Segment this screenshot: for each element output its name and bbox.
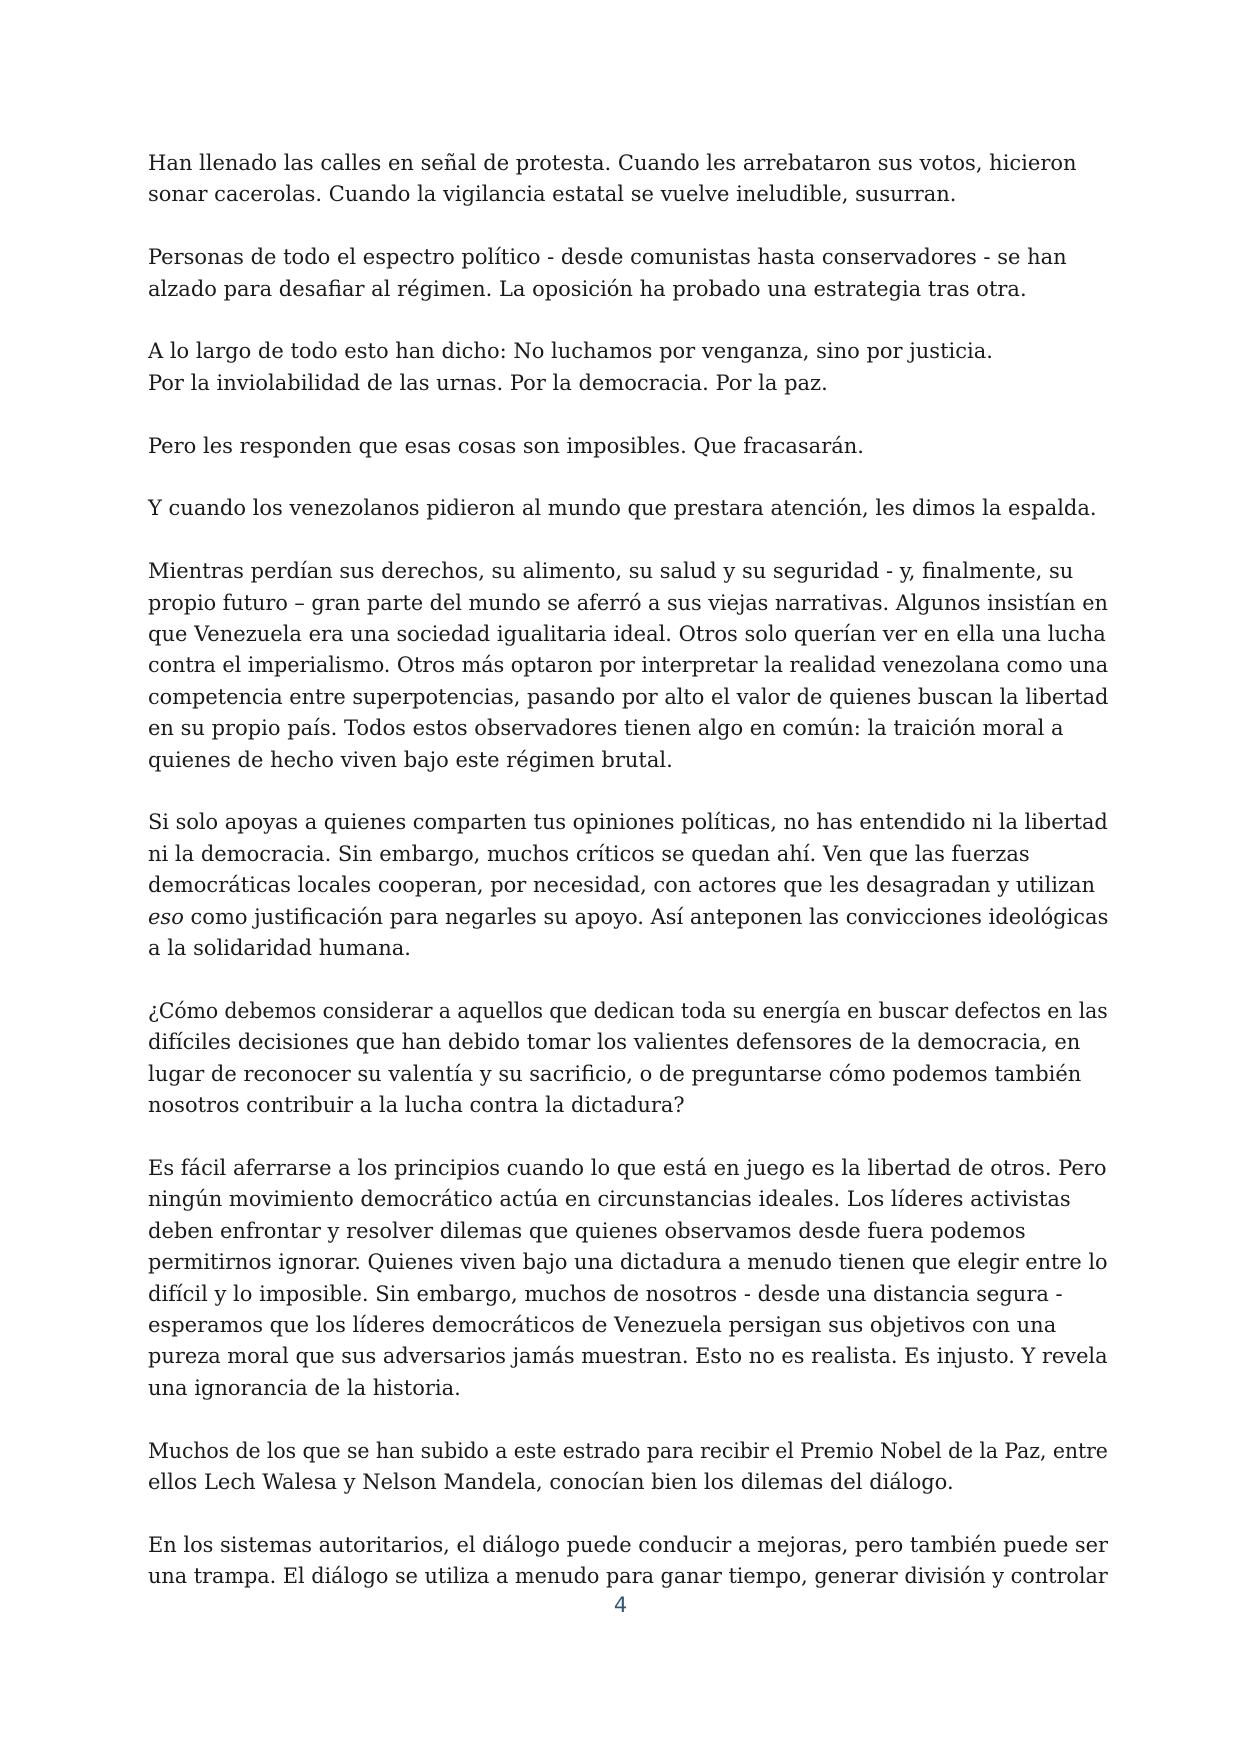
text-line: ellos Lech Walesa y Nelson Mandela, conocían bien los dilemas del diálogo. <box>148 1469 954 1494</box>
paragraph-10 <box>148 1436 1108 1499</box>
text-line: A lo largo de todo esto han dicho: No luchamos por venganza, sino por justicia. <box>148 339 993 364</box>
document-body <box>148 148 1108 1624</box>
text-line: Personas de todo el espectro político - desde comunistas hasta conservadores - se han <box>148 245 1067 270</box>
text-line: Pero les responden que esas cosas son imposibles. Que fracasarán. <box>148 433 864 458</box>
text-line: democráticas locales cooperan, por necesidad, con actores que les desagradan y utilizan <box>148 873 1096 898</box>
text-line: Y cuando los venezolanos pidieron al mundo que prestara atención, les dimos la espalda. <box>148 496 1097 521</box>
text-line: ¿Cómo debemos considerar a aquellos que dedican toda su energía en buscar defectos en las <box>148 998 1108 1023</box>
text-line: una trampa. El diálogo se utiliza a menudo para ganar tiempo, generar división y controlar <box>148 1564 1108 1589</box>
text-line: ningún movimiento democrático actúa en circunstancias ideales. Los líderes activistas <box>148 1187 1071 1212</box>
text-fragment: como justificación para negarles su apoyo. Así anteponen las convicciones ideológicas <box>183 904 1109 929</box>
paragraph-1 <box>148 148 1108 211</box>
paragraph-5 <box>148 493 1108 524</box>
text-line: ni la democracia. Sin embargo, muchos críticos se quedan ahí. Ven que las fuerzas <box>148 841 1030 866</box>
text-line: competencia entre superpotencias, pasando por alto el valor de quienes buscan la libertad <box>148 684 1109 709</box>
text-line: a la solidaridad humana. <box>148 936 411 961</box>
text-line: sonar cacerolas. Cuando la vigilancia estatal se vuelve ineludible, susurran. <box>148 182 957 207</box>
paragraph-2 <box>148 242 1108 305</box>
text-line: Es fácil aferrarse a los principios cuando lo que está en juego es la libertad de otros. Pero <box>148 1155 1107 1180</box>
text-line: quienes de hecho viven bajo este régimen brutal. <box>148 747 673 772</box>
text-line: alzado para desafiar al régimen. La oposición ha probado una estrategia tras otra. <box>148 276 1027 301</box>
text-line: En los sistemas autoritarios, el diálogo puede conducir a mejoras, pero también puede ser <box>148 1532 1108 1557</box>
paragraph-6 <box>148 556 1108 776</box>
text-line: Muchos de los que se han subido a este estrado para recibir el Premio Nobel de la Paz, entre <box>148 1438 1108 1463</box>
text-line: Mientras perdían sus derechos, su alimento, su salud y su seguridad - y, finalmente, su <box>148 559 1074 584</box>
text-line: deben enfrontar y resolver dilemas que quienes observamos desde fuera podemos <box>148 1218 1026 1243</box>
paragraph-4 <box>148 431 1108 462</box>
text-line: difícil y lo imposible. Sin embargo, muchos de nosotros - desde una distancia segura - <box>148 1281 1063 1306</box>
text-line: pureza moral que sus adversarios jamás muestran. Esto no es realista. Es injusto. Y revela <box>148 1344 1108 1369</box>
page-number: 4 <box>613 1593 628 1617</box>
text-line: Por la inviolabilidad de las urnas. Por la democracia. Por la paz. <box>148 370 828 395</box>
text-line: una ignorancia de la historia. <box>148 1375 461 1400</box>
text-line: difíciles decisiones que han debido tomar los valientes defensores de la democracia, en <box>148 1030 1081 1055</box>
text-line: permitirnos ignorar. Quienes viven bajo una dictadura a menudo tienen que elegir entre lo <box>148 1250 1108 1275</box>
text-line: que Venezuela era una sociedad igualitaria ideal. Otros solo querían ver en ella una lucha <box>148 622 1106 647</box>
text-line: lugar de reconocer su valentía y su sacrificio, o de preguntarse cómo podemos también <box>148 1061 1082 1086</box>
paragraph-8 <box>148 996 1108 1122</box>
text-line: propio futuro – gran parte del mundo se aferró a sus viejas narrativas. Algunos insistían en <box>148 590 1108 615</box>
paragraph-11 <box>148 1530 1108 1593</box>
paragraph-9 <box>148 1153 1108 1404</box>
text-line: en su propio país. Todos estos observadores tienen algo en común: la traición moral a <box>148 716 1064 741</box>
paragraph-7 <box>148 807 1108 964</box>
emphasis-word: eso <box>148 904 184 929</box>
text-line: Si solo apoyas a quienes comparten tus opiniones políticas, no has entendido ni la libertad <box>148 810 1108 835</box>
text-line: Han llenado las calles en señal de protesta. Cuando les arrebataron sus votos, hicieron <box>148 151 1077 175</box>
text-line-with-emphasis <box>148 902 1108 933</box>
text-line: esperamos que los líderes democráticos de Venezuela persigan sus objetivos con una <box>148 1312 1057 1337</box>
text-line: contra el imperialismo. Otros más optaron por interpretar la realidad venezolana como una <box>148 653 1109 678</box>
text-line: nosotros contribuir a la lucha contra la dictadura? <box>148 1093 685 1118</box>
paragraph-3 <box>148 336 1108 399</box>
